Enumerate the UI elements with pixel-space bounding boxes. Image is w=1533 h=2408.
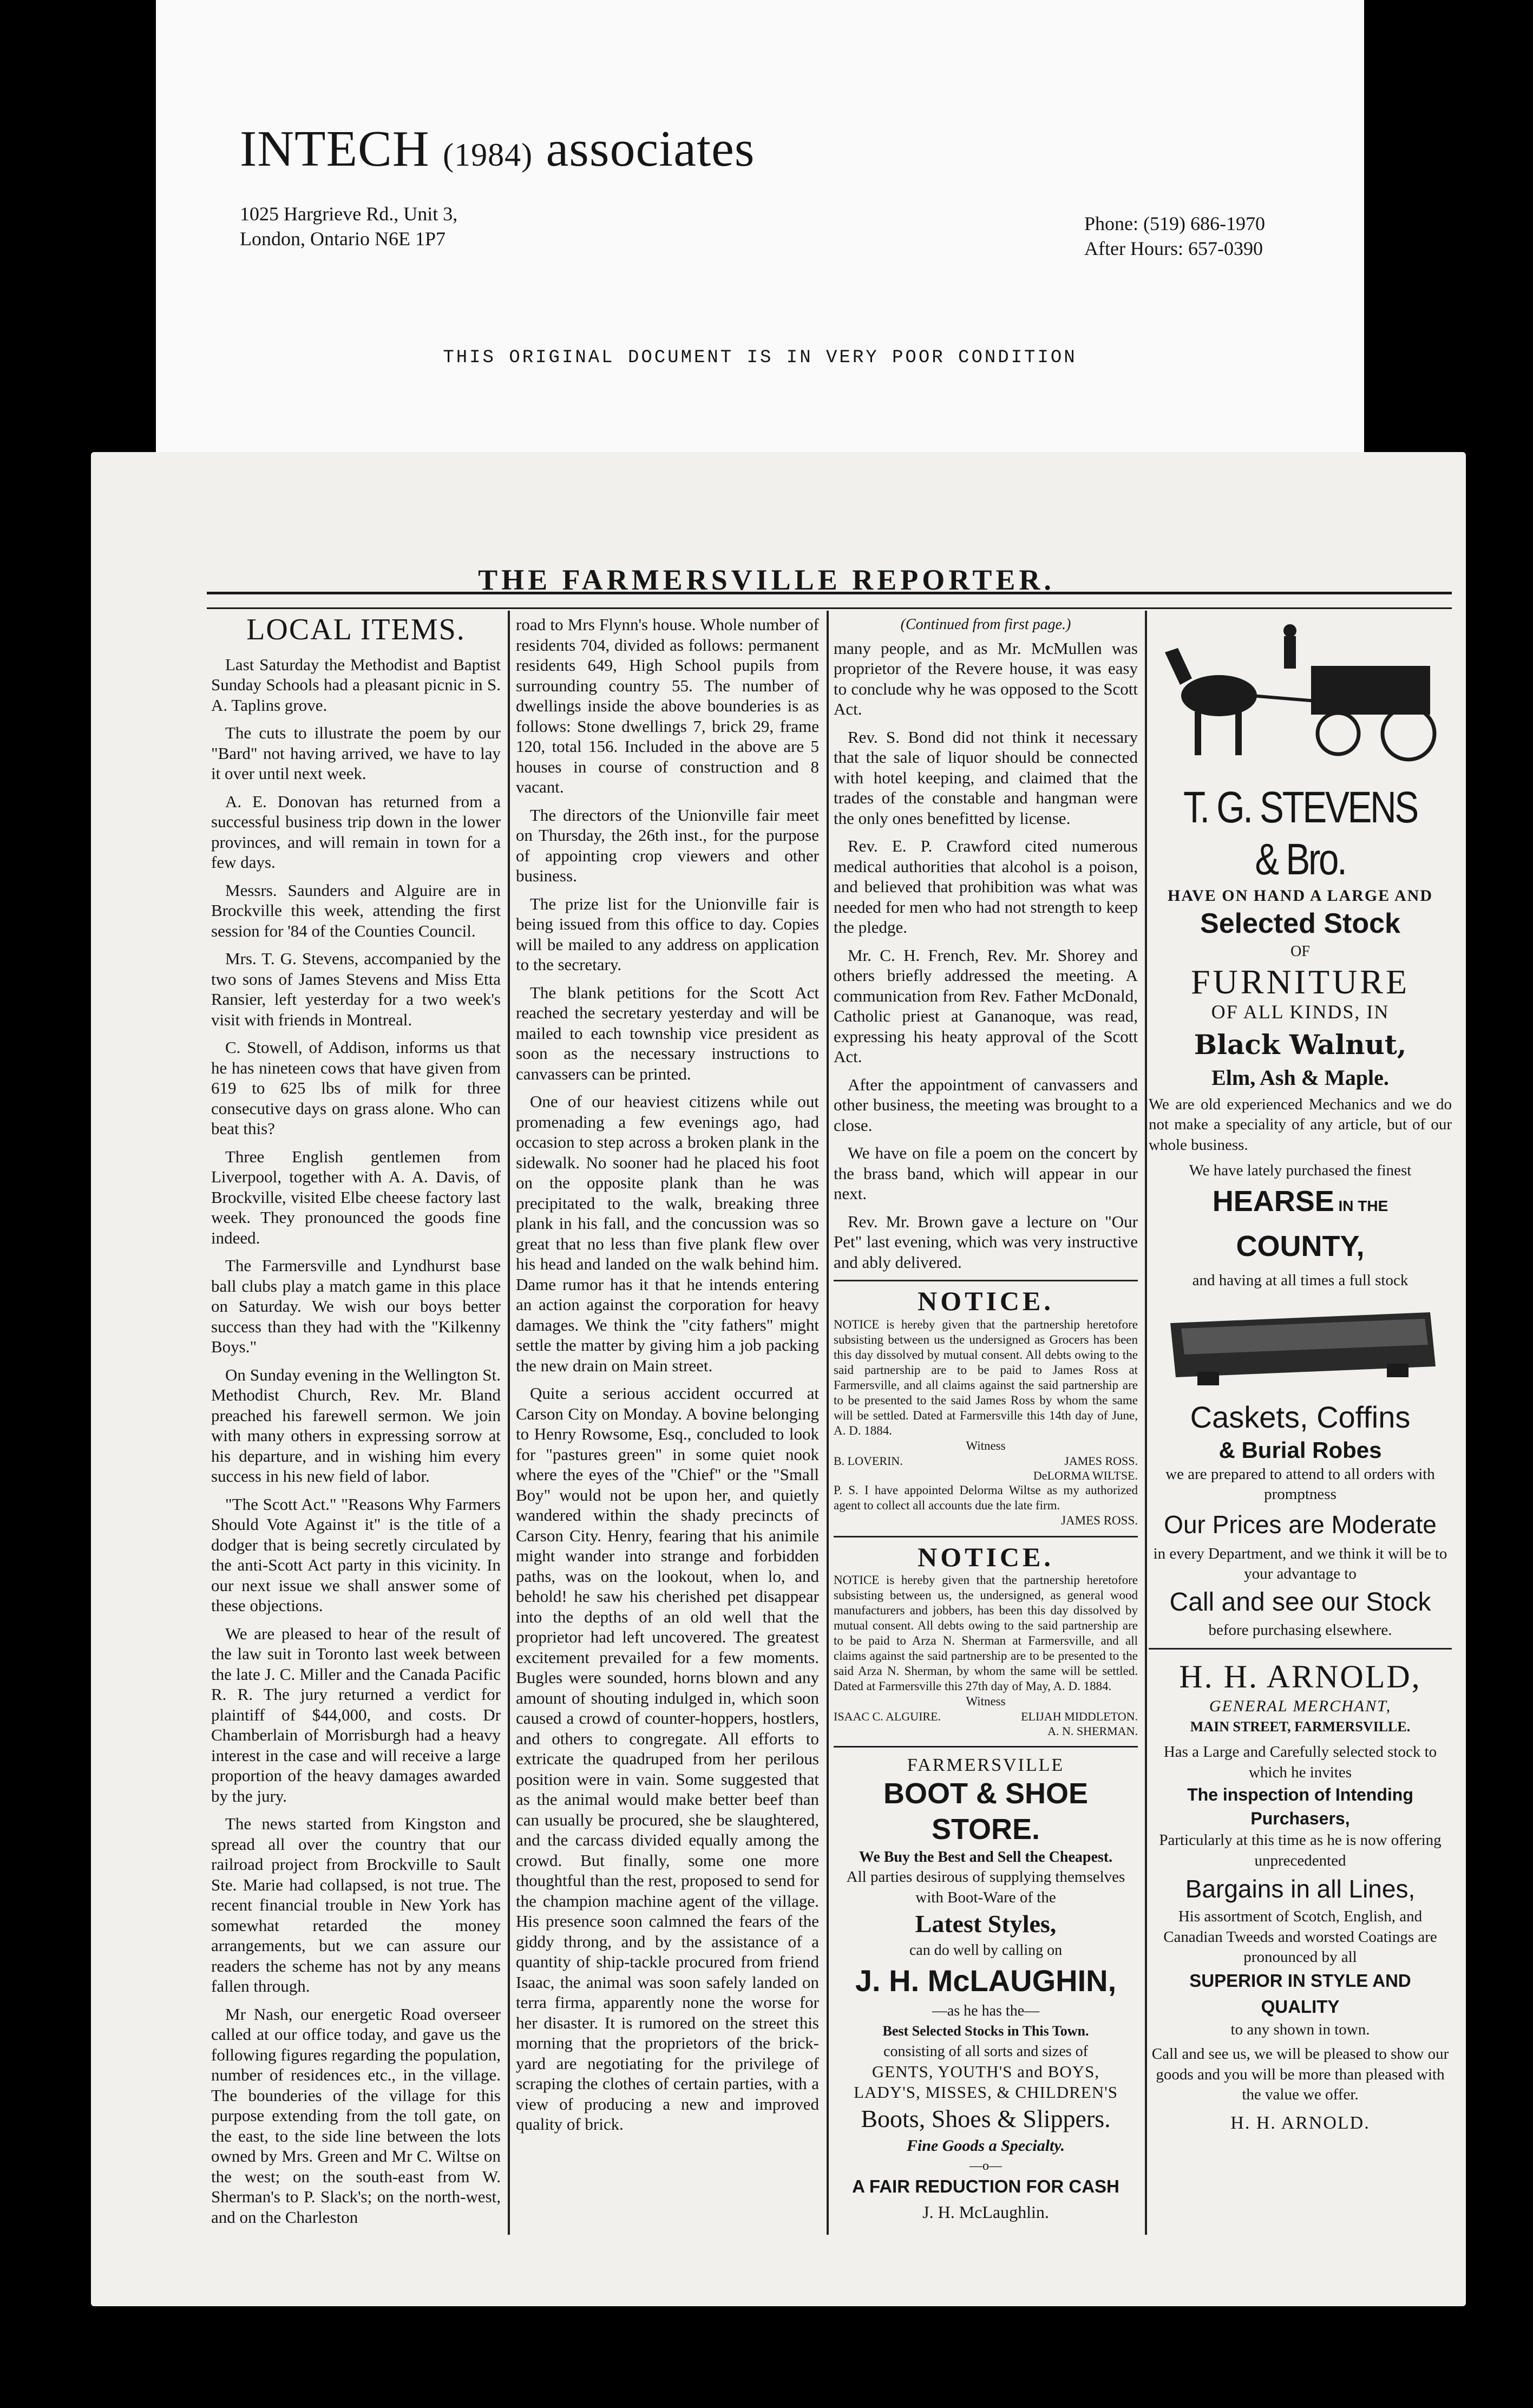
stevens-hearse-line [1149, 1181, 1452, 1271]
hearse-word: HEARSE [1212, 1185, 1334, 1218]
stevens-caskets: Caskets, Coffins [1190, 1399, 1411, 1434]
company-address [240, 201, 457, 251]
witness-name: ISAAC C. ALGUIRE. [834, 1710, 941, 1723]
notice-grocers [834, 1317, 1138, 1528]
cover-sheet [156, 0, 1364, 509]
notice-signatures [834, 1468, 1138, 1483]
news-item: Mr Nash, our energetic Road overseer called at our office today, and gave us the following figures regarding the population, number of residences etc., in the village. The bounderies of the village for this purpose extending from the toll gate, on the east, to the side line between the lots owned by Mrs. Green and Mr C. Wiltse on the west; on the south-east from W. Sherman's to P. Slack's; on the north-west, and on the Charleston [211, 2004, 501, 2227]
brand-year: (1984) [443, 137, 533, 173]
arnold-bargains: Bargains in all Lines, [1185, 1875, 1416, 1903]
news-item: many people, and as Mr. McMullen was proprietor of the Revere house, it was easy to conclude why he was opposed to the Scott Act. [834, 638, 1138, 718]
news-item: One of our heaviest citizens while out promenading a few evenings ago, had occasion to step across a broken plank in the sidewalk. No sooner had he placed his foot on the opposite plank than he was precipitated to the walk, breaking three plank in his fall, and the concussion was so great that no less than five plank flew over his head and landed on the walk behind him. Dame rumor has it that he intends entering an action against the corporation for heavy damages. We think the "city fathers" might settle the matter by giving him a job packing the new drain on Main street. [516, 1092, 819, 1375]
news-item: Rev. Mr. Brown gave a lecture on "Our Pet" last evening, which was very instructive and ably delivered. [834, 1212, 1138, 1272]
news-item: Three English gentlemen from Liverpool, together with A. A. Davis, of Brockville, visited Elbe cheese factory last week. They pronounced the goods fine indeed. [211, 1147, 501, 1247]
stevens-prices: Our Prices are Moderate [1164, 1510, 1437, 1539]
stevens-line: HAVE ON HAND A LARGE AND [1167, 886, 1433, 905]
arnold-signature: H. H. ARNOLD. [1230, 2112, 1370, 2133]
column-two [516, 614, 819, 2142]
signer-name: DeLORMA WILTSE. [1033, 1468, 1138, 1482]
address-line-1: 1025 Hargrieve Rd., Unit 3, [240, 203, 458, 225]
county-word: COUNTY, [1236, 1229, 1365, 1262]
news-item: Mr. C. H. French, Rev. Mr. Shorey and others briefly addressed the meeting. A communication from Rev. Father McDonald, Catholic priest at Gananoque, was read, expressing his heaty approval of the Scott Act. [834, 945, 1138, 1066]
news-item: Quite a serious accident occurred at Carson City on Monday. A bovine belonging to Henry Rowsome, Esq., concluded to look for "pastures green" in some quiet nook where the eyes of the "Chief" or the "Small Boy" would not be upon her, and quietly wandered within the shady precincts of Carson City. Henry, fearing that his animile might wander into strange and forbidden paths, was on the lookout, when lo, and behold! he saw his cherished pet disappear into the depths of an old well that the proprietor had left uncovered. The greatest excitement prevailed for a few moments. Bugles were sounded, horns blown and any amount of shouting indulged in, which soon caused a crowd of counter-hoppers, hostlers, and others to congregate. All efforts to extricate the quadruped from her perilous position were in vain. Some suggested that as the animal would make better beef than can usually be procured, she be slaughtered, and the carcass divided equally among the crowd. But finally, some one more thoughtful than the rest, proposed to send for the champion machine agent of the village. His presence soon calmned the fears of the giddy throng, and by the assistance of a quantity of ship-tackle procured from friend Isaac, the animal was soon safely landed on terra firma, apparently none the worse for her disaster. It is rumored on the street this morning that the proprietors of the brick-yard are negotiating for the privilege of scraping the clothes of certain parties, with a view of producing a new and improved quality of brick. [516, 1384, 819, 2134]
stevens-woods: Elm, Ash & Maple. [1211, 1065, 1389, 1090]
arnold-paragraph: Particularly at this time as he is now offering unprecedented [1159, 1831, 1442, 1869]
notice-signatures [834, 1724, 1138, 1738]
ad-line: GENTS, YOUTH'S and BOYS, [872, 2062, 1100, 2081]
news-item: The news started from Kingston and spread all over the country that our railroad project from Brockville to Sault Ste. Marie had collapsed, is not true. The recent financial trouble in New York has somewhat retarded the money arrangements, but we can assure our readers the scheme has not by any means fallen through. [211, 1814, 501, 1995]
phone-number: Phone: (519) 686-1970 [1084, 213, 1265, 234]
news-item: A. E. Donovan has returned from a successful business trip down in the lower provinces, and will remain in town for a few days. [211, 791, 501, 872]
ad-boots-shoes: Boots, Shoes & Slippers. [861, 2105, 1111, 2132]
news-item: The cuts to illustrate the poem by our "Bard" not having arrived, we have to lay it over until next week. [211, 723, 501, 783]
arnold-paragraph: His assortment of Scotch, English, and Canadian Tweeds and worsted Coatings are pronounced by all [1163, 1908, 1437, 1966]
news-item: The prize list for the Unionville fair is being issued from this office to day. Copies will be mailed to any address on application to the secretary. [516, 894, 819, 974]
divider [1149, 1648, 1452, 1650]
arnold-inspection: The inspection of Intending Purchasers, [1187, 1785, 1413, 1828]
news-item: Last Saturday the Methodist and Baptist Sunday Schools had a pleasant picnic in S. A. Taplins grove. [211, 655, 501, 715]
postscript-signature: JAMES ROSS. [1061, 1513, 1138, 1527]
company-name [240, 121, 755, 177]
in-the-word: IN THE [1338, 1197, 1388, 1214]
arnold-paragraph: Call and see us, we will be pleased to show our goods and you will be more than pleased with the value we offer. [1151, 2045, 1449, 2103]
signer-name: A. N. SHERMAN. [1047, 1724, 1138, 1738]
divider [834, 1280, 1138, 1281]
ad-line: Fine Goods a Specialty. [906, 2137, 1065, 2155]
ad-line: LADY'S, MISSES, & CHILDREN'S [854, 2082, 1118, 2102]
stevens-selected-stock: Selected Stock [1200, 908, 1400, 939]
address-line-2: London, Ontario N6E 1P7 [240, 228, 446, 250]
notice-body: NOTICE is hereby given that the partnership heretofore subsisting between us the undersigned as Grocers has been this day dissolved by mutual consent. All debts owing to the said partnership are to be paid to James Ross at Farmersville, and all claims against the said partnership are to be presented to the said James Ross by whom the same will be settled. Dated at Farmersville this 14th day of June, A. D. 1884. [834, 1317, 1138, 1437]
column-four-ads [1149, 614, 1452, 2133]
stevens-line: OF ALL KINDS, IN [1211, 1000, 1390, 1023]
news-item: Mrs. T. G. Stevens, accompanied by the two sons of James Stevens and Miss Etta Ransier, left yesterday for a two week's visit with friends in Montreal. [211, 949, 501, 1029]
news-item: We have on file a poem on the concert by the brass band, which will appear in our next. [834, 1143, 1138, 1203]
brand-name: INTECH [240, 121, 430, 177]
news-item: After the appointment of canvassers and other business, the meeting was brought to a close. [834, 1075, 1138, 1135]
news-item: "The Scott Act." "Reasons Why Farmers Should Vote Against it" is the title of a dodger that is being secretly circulated by the anti-Scott Act party in this vicinity. In our next issue we shall answer some of these objections. [211, 1494, 501, 1615]
news-item: The blank petitions for the Scott Act reached the secretary yesterday and will be mailed to each township vice president as soon as the necessary instructions to canvassers can be printed. [516, 983, 819, 1083]
news-item: Rev. E. P. Crawford cited numerous medical authorities that alcohol is a poison, and believed that prohibition was what was needed for men who had not strength to keep the pledge. [834, 836, 1138, 937]
arnold-paragraph: to any shown in town. [1230, 2020, 1370, 2038]
stevens-paragraph: before purchasing elsewhere. [1208, 1621, 1392, 1639]
ad-line: Best Selected Stocks in This Town. [882, 2023, 1089, 2039]
news-item: The directors of the Unionville fair meet on Thursday, the 26th inst., for the purpose of appointing crop viewers and other business. [516, 805, 819, 885]
stevens-paragraph: We have lately purchased the finest [1189, 1162, 1412, 1179]
arnold-street: MAIN STREET, FARMERSVILLE. [1190, 1718, 1411, 1735]
stevens-burial-robes: & Burial Robes [1218, 1437, 1382, 1463]
ad-line: can do well by calling on [909, 1942, 1063, 1959]
column-divider-3 [1145, 611, 1147, 2235]
ad-store-name: BOOT & SHOE STORE. [883, 1777, 1089, 1846]
news-item: road to Mrs Flynn's house. Whole number of residents 704, divided as follows: permanent residents 649, High School pupils from surrounding country 55. The number of dwellings inside the above bounderies is as follows: Stone dwellings 7, brick 29, frame 120, total 156. Included in the above are 5 houses in course of construction and 8 vacant. [516, 615, 819, 796]
ad-merchant-name: J. H. McLAUGHIN, [855, 1963, 1117, 1998]
column-divider-1 [508, 611, 510, 2235]
stevens-paragraph: and having at all times a full stock [1192, 1271, 1408, 1289]
column-three [834, 614, 1138, 2222]
notice-heading: NOTICE. [918, 1541, 1054, 1572]
condition-note: THIS ORIGINAL DOCUMENT IS IN VERY POOR CONDITION [443, 348, 1077, 368]
arnold-name: H. H. ARNOLD, [1179, 1659, 1421, 1694]
notice-wood-manufacturers [834, 1573, 1138, 1738]
brand-suffix: associates [546, 121, 755, 177]
ad-latest-styles: Latest Styles, [915, 1910, 1057, 1938]
arnold-paragraph: Has a Large and Carefully selected stock to which he invites [1163, 1743, 1437, 1781]
company-phone [1084, 211, 1265, 261]
signer-name: ELIJAH MIDDLETON. [1021, 1710, 1138, 1723]
after-hours-number: After Hours: 657-0390 [1084, 238, 1263, 259]
column-local-items [211, 614, 501, 2235]
witness-label: Witness [966, 1438, 1006, 1452]
notice-body: NOTICE is hereby given that the partnership heretofore subsisting between us, the undersigned, as general wood manufacturers and jobbers, has been this day dissolved by mutual consent. All debts owing to the said partnership are to be paid to Arza N. Sherman at Farmersville, and all claims against the said partnership are to be presented to the said Arza N. Sherman, by whom the same will be settled. Dated at Farmersville this 27th day of May, A. D. 1884. [834, 1573, 1138, 1693]
continued-note: (Continued from first page.) [900, 616, 1071, 633]
masthead-rule-bottom [207, 607, 1452, 609]
ad-line: We Buy the Best and Sell the Cheapest. [859, 1848, 1113, 1866]
column-divider-2 [827, 611, 829, 2235]
news-item: We are pleased to hear of the result of the law suit in Toronto last week between the late J. C. Miller and the Canada Pacific R. R. The jury returned a verdict for plaintiff of $44,000, and costs. Dr Chamberlain of Morrisburgh had a heavy interest in the case and will receive a large proportion of the heavy damages awarded by the jury. [211, 1624, 501, 1805]
stevens-furniture: FURNITURE [1190, 962, 1410, 1001]
arnold-superior: SUPERIOR IN STYLE AND QUALITY [1189, 1970, 1411, 2017]
ad-line: All parties desirous of supplying themselves with Boot-Ware of the [846, 1868, 1125, 1906]
casket-illustration [1159, 1291, 1441, 1393]
stevens-paragraph: we are prepared to attend to all orders with promptness [1165, 1465, 1435, 1503]
witness-name: B. LOVERIN. [834, 1454, 903, 1468]
news-item: Messrs. Saunders and Alguire are in Brockville this week, attending the first session for '84 of the Counties Council. [211, 880, 501, 940]
notice-signatures [834, 1454, 1138, 1468]
ad-signature: J. H. McLaughlin. [922, 2202, 1049, 2222]
stevens-firm-name: T. G. STEVENS & Bro. [1183, 782, 1417, 884]
ad-cash-reduction: A FAIR REDUCTION FOR CASH [852, 2176, 1119, 2196]
signer-name: JAMES ROSS. [1064, 1454, 1138, 1468]
boot-shoe-store-ad [834, 1755, 1138, 2222]
ad-line: —as he has the— [932, 2002, 1040, 2019]
ad-line: consisting of all sorts and sizes of [883, 2043, 1088, 2060]
ad-ornament: —o— [969, 2158, 1002, 2173]
news-item: C. Stowell, of Addison, informs us that he has nineteen cows that have given from 619 to 625 lbs of milk for three consecutive days on grass alone. Who can beat this? [211, 1038, 501, 1138]
notice-signatures [834, 1709, 1138, 1724]
stevens-paragraph: in every Department, and we think it will be to your advantage to [1153, 1545, 1447, 1582]
news-item: Rev. S. Bond did not think it necessary that the sale of liquor should be connected with hotel keeping, and claimed that the trades of the constable and hangman were the only ones benefitted by license. [834, 727, 1138, 828]
stevens-call: Call and see our Stock [1169, 1587, 1431, 1617]
ad-town: FARMERSVILLE [907, 1755, 1065, 1775]
news-item: On Sunday evening in the Wellington St. Methodist Church, Rev. Mr. Bland preached his farewell sermon. We join with many others in expressing sorrow at his departure, and in wishing him every success in his new field of labor. [211, 1365, 501, 1486]
stevens-black-walnut: Black Walnut, [1194, 1029, 1407, 1061]
witness-label: Witness [966, 1694, 1006, 1708]
local-items-heading: LOCAL ITEMS. [246, 613, 466, 646]
horse-carriage-illustration [1154, 614, 1446, 777]
notice-postscript: P. S. I have appointed Delorma Wiltse as my authorized agent to collect all accounts due the late firm. [834, 1483, 1138, 1512]
news-item: The Farmersville and Lyndhurst base ball clubs play a match game in this place on Saturday. We wish our boys better success than they had with the "Kilkenny Boys." [211, 1256, 501, 1356]
divider [834, 1536, 1138, 1537]
divider [834, 1746, 1138, 1748]
notice-heading: NOTICE. [918, 1286, 1054, 1316]
stevens-line: OF [1290, 943, 1310, 960]
masthead: THE FARMERSVILLE REPORTER. [478, 564, 1055, 596]
arnold-title: GENERAL MERCHANT, [1209, 1697, 1392, 1715]
stevens-paragraph: We are old experienced Mechanics and we do not make a speciality of any article, but of our whole business. [1149, 1095, 1452, 1154]
